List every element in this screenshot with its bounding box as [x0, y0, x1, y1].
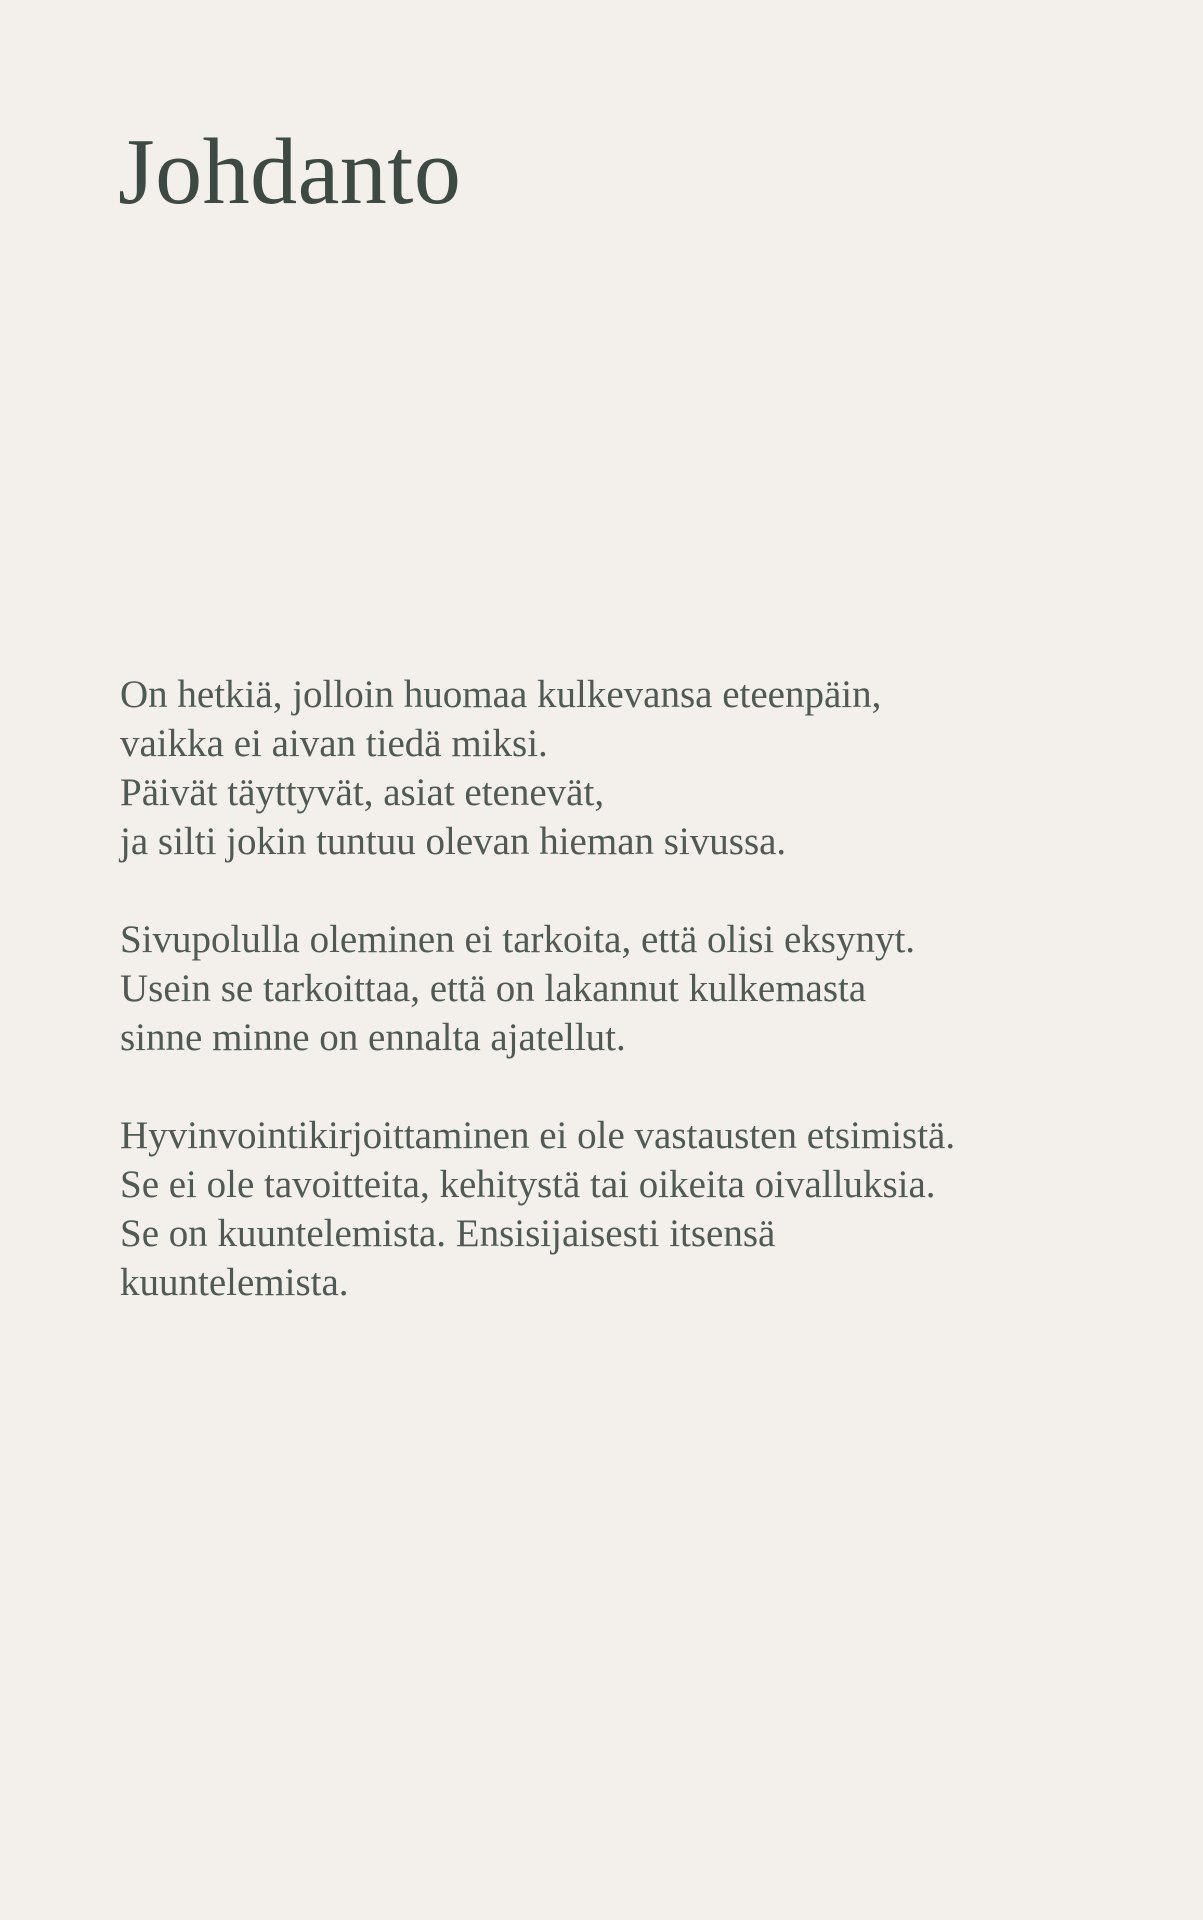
text-line: ja silti jokin tuntuu olevan hieman sivussa. — [120, 820, 787, 863]
intro-text — [120, 670, 1120, 1356]
paragraph-2 — [120, 915, 1120, 1062]
text-line: sinne minne on ennalta ajatellut. — [120, 1016, 626, 1059]
text-line: Se on kuuntelemista. Ensisijaisesti itsensä — [120, 1212, 776, 1255]
text-line: Päivät täyttyvät, asiat etenevät, — [120, 771, 605, 814]
page-title: Johdanto — [118, 120, 462, 224]
text-line: Se ei ole tavoitteita, kehitystä tai oikeita oivalluksia. — [120, 1163, 936, 1206]
text-line: Sivupolulla oleminen ei tarkoita, että olisi eksynyt. — [120, 918, 916, 961]
text-line: On hetkiä, jolloin huomaa kulkevansa eteenpäin, — [120, 673, 882, 716]
text-line: kuuntelemista. — [120, 1261, 349, 1304]
text-line: Usein se tarkoittaa, että on lakannut kulkemasta — [120, 967, 867, 1010]
text-line: vaikka ei aivan tiedä miksi. — [120, 722, 548, 765]
text-line: Hyvinvointikirjoittaminen ei ole vastausten etsimistä. — [120, 1114, 956, 1157]
paragraph-3 — [120, 1111, 1120, 1307]
paragraph-1 — [120, 670, 1120, 866]
